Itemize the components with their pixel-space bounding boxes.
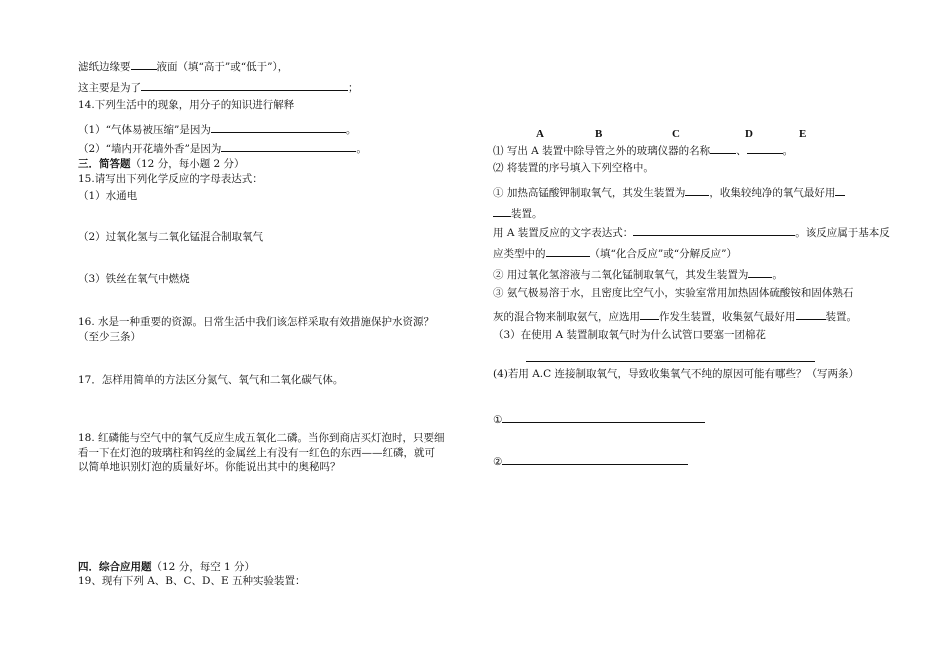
question-16-line-1: 16. 水是一种重要的资源。日常生活中我们该怎样采取有效措施保护水资源？	[78, 316, 435, 328]
question-19: 19、现有下列 A、B、C、D、E 五种实验装置：	[78, 575, 306, 587]
answer-blank[interactable]	[640, 308, 659, 320]
q19-reaction-type: 应类型中的 （填“化合反应”或“分解反应”）	[493, 245, 737, 261]
q19-equation-line: 用 A 装置反应的文字表达式： 。该反应属于基本反	[493, 224, 890, 240]
question-15-3: （3）铁丝在氧气中燃烧	[78, 273, 190, 285]
q19-part-1: ⑴ 写出 A 装置中除导管之外的玻璃仪器的名称 、 。	[493, 142, 793, 158]
answer-blank[interactable]	[685, 184, 709, 196]
question-14: 14.下列生活中的现象，用分子的知识进行解释	[78, 99, 295, 111]
answer-blank[interactable]	[211, 121, 346, 133]
fill-line-purpose: 这主要是为了 ；	[78, 79, 359, 95]
answer-blank[interactable]	[710, 142, 736, 154]
question-15-1: （1）水通电	[78, 190, 138, 202]
apparatus-label-b: B	[595, 128, 603, 140]
q19-part-4-answer-2: ②	[493, 453, 688, 469]
answer-blank[interactable]	[141, 79, 348, 91]
q19-part-4-answer-1: ①	[493, 411, 705, 427]
apparatus-label-e: E	[799, 128, 807, 140]
q19-part-2: ⑵ 将装置的序号填入下列空格中。	[493, 162, 654, 174]
answer-blank[interactable]	[502, 411, 705, 423]
apparatus-label-d: D	[745, 128, 753, 140]
q19-part-3-answer	[526, 353, 815, 366]
answer-blank[interactable]	[526, 357, 815, 362]
question-16-line-2: （至少三条）	[78, 331, 141, 343]
question-18-line-2: 看一下在灯泡的玻璃柱和钨丝的金属丝上有没有一红色的东西——红磷，就可	[78, 447, 435, 459]
apparatus-label-a: A	[536, 128, 544, 140]
section-3-heading: 三．简答题（12 分，每小题 2 分）	[78, 158, 245, 170]
answer-blank[interactable]	[221, 140, 356, 152]
answer-blank[interactable]	[131, 58, 157, 70]
question-14-2: （2）“墙内开花墙外香”是因为 。	[78, 140, 367, 156]
question-17: 17．怎样用简单的方法区分氮气、氧气和二氧化碳气体。	[78, 374, 344, 386]
question-18-line-1: 18. 红磷能与空气中的氧气反应生成五氧化二磷。当你到商店买灯泡时，只要细	[78, 432, 445, 444]
answer-blank[interactable]	[502, 453, 688, 465]
fill-line-filter-paper: 滤纸边缘要 液面（填“高于”或“低于”），	[78, 58, 288, 74]
answer-blank[interactable]	[493, 205, 511, 217]
q19-part-2-2: ② 用过氧化氢溶液与二氧化锰制取氧气，其发生装置为 。	[493, 266, 783, 282]
answer-blank[interactable]	[747, 142, 783, 154]
q19-part-2-1: ① 加热高锰酸钾制取氧气，其发生装置为 ，收集较纯净的氧气最好用	[493, 184, 845, 200]
q19-part-2-1-cont: 装置。	[493, 205, 543, 221]
q19-part-2-3-cont: 灰的混合物来制取氨气，应选用 作发生装置，收集氨气最好用 装置。	[493, 308, 857, 324]
answer-blank[interactable]	[796, 308, 826, 320]
question-15: 15.请写出下列化学反应的字母表达式：	[78, 173, 263, 185]
question-15-2: （2）过氧化氢与二氧化锰混合制取氧气	[78, 231, 264, 243]
section-4-heading: 四．综合应用题（12 分，每空 1 分）	[78, 561, 256, 573]
answer-blank[interactable]	[546, 245, 590, 257]
answer-blank[interactable]	[835, 184, 845, 196]
q19-part-3: （3）在使用 A 装置制取氧气时为什么试管口要塞一团棉花	[493, 329, 766, 341]
q19-part-2-3: ③ 氨气极易溶于水，且密度比空气小，实验室常用加热固体硫酸铵和固体熟石	[493, 287, 854, 299]
question-18-line-3: 以简单地识别灯泡的质量好坏。你能说出其中的奥秘吗？	[78, 461, 341, 473]
answer-blank[interactable]	[633, 224, 795, 236]
apparatus-label-c: C	[672, 128, 680, 140]
answer-blank[interactable]	[748, 266, 772, 278]
q19-part-4: (4)若用 A.C 连接制取氧气，导致收集氧气不纯的原因可能有哪些？（写两条）	[493, 368, 860, 380]
question-14-1: （1）“气体易被压缩”是因为 。	[78, 121, 356, 137]
